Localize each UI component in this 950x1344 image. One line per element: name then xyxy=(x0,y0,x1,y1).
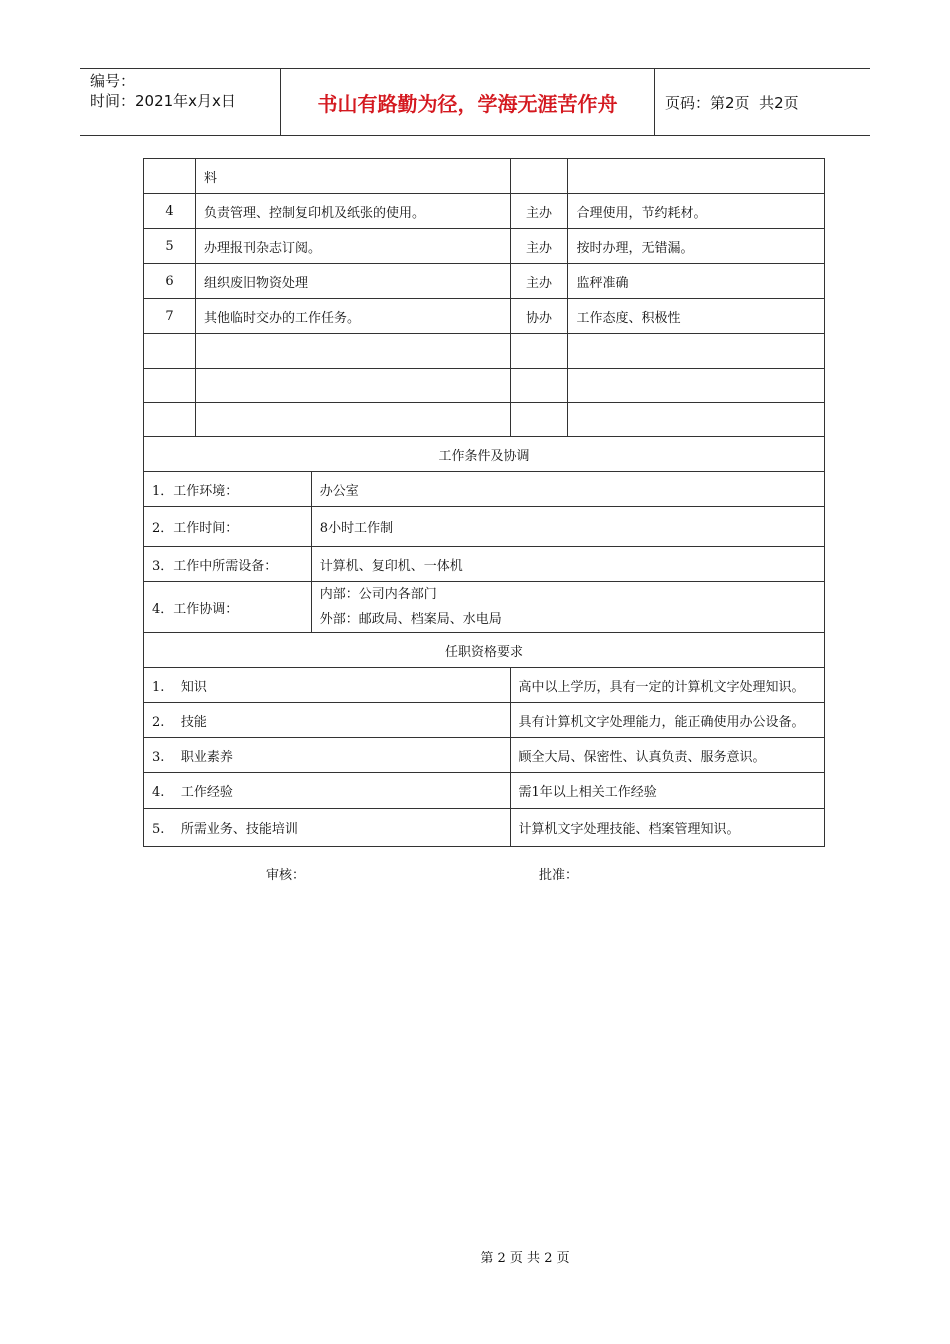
qualification-row xyxy=(144,773,825,809)
qualification-row xyxy=(144,809,825,847)
duty-task xyxy=(195,403,510,437)
duty-number xyxy=(144,369,196,403)
time-label: 时间：2021年x月x日 xyxy=(90,92,236,110)
condition-row xyxy=(144,507,825,547)
qualification-value: 计算机文字处理技能、档案管理知识。 xyxy=(510,809,824,847)
duty-row xyxy=(144,194,825,229)
coordination-external: 外部：邮政局、档案局、水电局 xyxy=(319,612,502,627)
page-header xyxy=(80,68,870,136)
qualifications-section-title: 任职资格要求 xyxy=(144,633,825,668)
duty-number: 5 xyxy=(144,229,196,264)
duty-role xyxy=(510,369,568,403)
condition-value: 办公室 xyxy=(311,472,824,507)
qualification-value: 高中以上学历，具有一定的计算机文字处理知识。 xyxy=(510,668,824,703)
duty-number: 7 xyxy=(144,299,196,334)
condition-row xyxy=(144,582,825,633)
qualification-label: 5. 所需业务、技能培训 xyxy=(144,809,511,847)
duty-number xyxy=(144,159,196,194)
duty-row xyxy=(144,403,825,437)
qualification-label: 4. 工作经验 xyxy=(144,773,511,809)
duty-standard: 合理使用，节约耗材。 xyxy=(568,194,825,229)
duty-role xyxy=(510,159,568,194)
duty-task xyxy=(195,369,510,403)
duty-number: 4 xyxy=(144,194,196,229)
number-label: 编号： xyxy=(90,72,136,90)
qualification-value: 需1年以上相关工作经验 xyxy=(510,773,824,809)
duty-task: 负责管理、控制复印机及纸张的使用。 xyxy=(195,194,510,229)
duty-row xyxy=(144,334,825,369)
condition-label: 1．工作环境： xyxy=(144,472,312,507)
review-label: 审核： xyxy=(266,868,306,883)
duty-row xyxy=(144,369,825,403)
condition-label: 3．工作中所需设备： xyxy=(144,547,312,582)
duty-standard xyxy=(568,369,825,403)
header-info xyxy=(80,69,281,135)
qualification-label: 2. 技能 xyxy=(144,703,511,738)
page-footer: 第 2 页 共 2 页 xyxy=(480,1251,570,1266)
duty-standard xyxy=(568,159,825,194)
conditions-section-title: 工作条件及协调 xyxy=(144,437,825,472)
duty-role xyxy=(510,334,568,369)
duty-task: 组织废旧物资处理 xyxy=(195,264,510,299)
coordination-label: 4．工作协调： xyxy=(144,582,312,633)
header-page xyxy=(655,69,870,135)
duty-standard: 工作态度、积极性 xyxy=(568,299,825,334)
duty-role xyxy=(510,403,568,437)
duty-role: 主办 xyxy=(510,264,568,299)
duty-row xyxy=(144,229,825,264)
condition-label: 2．工作时间： xyxy=(144,507,312,547)
duty-task: 办理报刊杂志订阅。 xyxy=(195,229,510,264)
duty-number: 6 xyxy=(144,264,196,299)
qualification-label: 3. 职业素养 xyxy=(144,738,511,773)
condition-value: 计算机、复印机、一体机 xyxy=(311,547,824,582)
duty-standard: 按时办理，无错漏。 xyxy=(568,229,825,264)
qualification-value: 顾全大局、保密性、认真负责、服务意识。 xyxy=(510,738,824,773)
duty-number xyxy=(144,403,196,437)
coordination-value xyxy=(311,582,824,633)
duty-number xyxy=(144,334,196,369)
duty-row xyxy=(144,159,825,194)
duty-standard xyxy=(568,403,825,437)
duty-task: 其他临时交办的工作任务。 xyxy=(195,299,510,334)
duty-standard xyxy=(568,334,825,369)
duty-task xyxy=(195,334,510,369)
job-description-table xyxy=(143,158,825,847)
header-motto: 书山有路勤为径，学海无涯苦作舟 xyxy=(281,69,655,135)
coordination-internal: 内部：公司内各部门 xyxy=(319,587,437,602)
duty-role: 主办 xyxy=(510,229,568,264)
duty-standard: 监秤准确 xyxy=(568,264,825,299)
condition-row xyxy=(144,547,825,582)
condition-value: 8小时工作制 xyxy=(311,507,824,547)
qualification-label: 1. 知识 xyxy=(144,668,511,703)
qualification-row xyxy=(144,668,825,703)
duty-task: 料 xyxy=(195,159,510,194)
approve-label: 批准： xyxy=(539,868,579,883)
qualification-row xyxy=(144,703,825,738)
qualification-row xyxy=(144,738,825,773)
duty-role: 协办 xyxy=(510,299,568,334)
page-label: 页码：第2页 共2页 xyxy=(665,93,799,112)
duty-role: 主办 xyxy=(510,194,568,229)
duty-row xyxy=(144,264,825,299)
condition-row xyxy=(144,472,825,507)
qualification-value: 具有计算机文字处理能力，能正确使用办公设备。 xyxy=(510,703,824,738)
duty-row xyxy=(144,299,825,334)
